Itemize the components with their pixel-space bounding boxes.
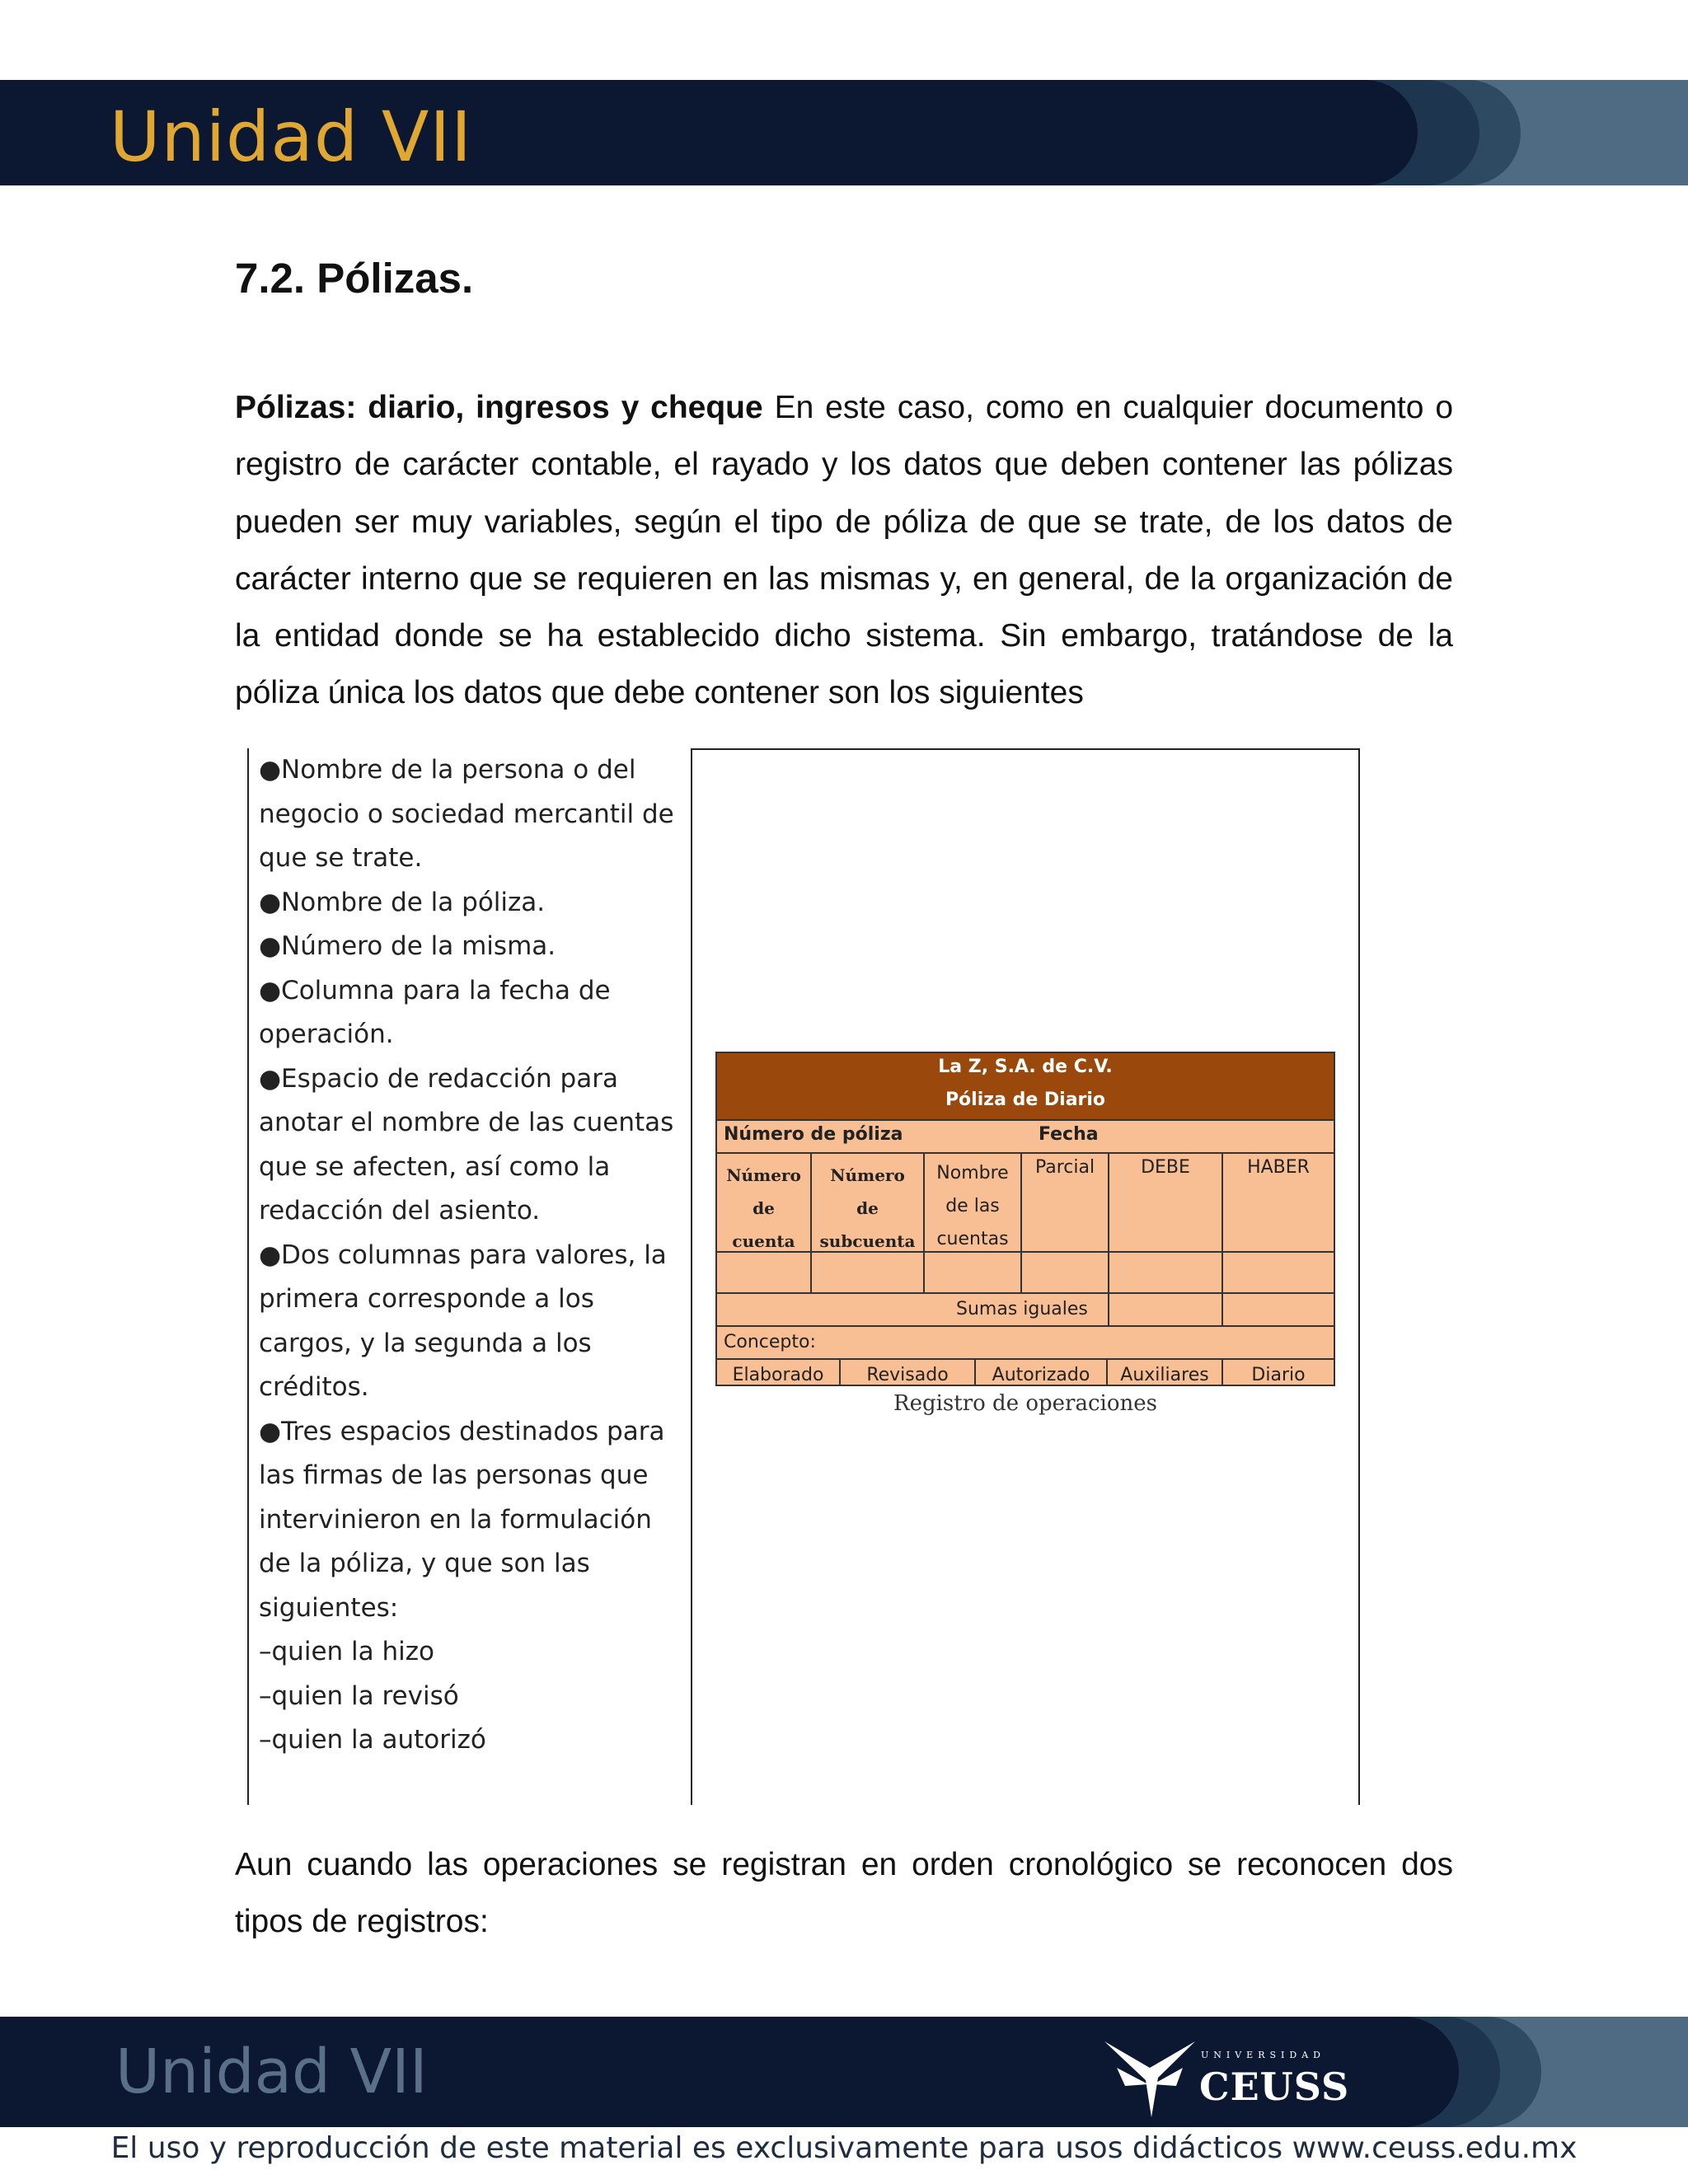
- form-col-text: Número: [726, 1165, 801, 1185]
- form-concept-label: Concepto:: [724, 1332, 816, 1352]
- requirements-list-line: redacción del asiento.: [259, 1196, 541, 1226]
- footer-disclaimer: El uso y reproducción de este material es exclusivamente para usos didácticos www.ceuss.edu.mx: [110, 2131, 1578, 2165]
- form-name: Póliza de Diario: [945, 1090, 1106, 1110]
- requirements-list-line: las firmas de las personas que: [259, 1460, 649, 1490]
- requirements-list-line: ●Nombre de la persona o del: [259, 755, 636, 785]
- form-company: La Z, S.A. de C.V.: [938, 1057, 1113, 1077]
- header-banner: [0, 80, 1688, 185]
- form-col-account-names: [925, 1157, 1020, 1256]
- intro-bold-lead: Pólizas: diario, ingresos y cheque: [235, 390, 763, 425]
- requirements-list-line: cargos, y la segunda a los: [259, 1328, 592, 1358]
- form-col-text: subcuenta: [819, 1231, 916, 1251]
- form-rule: [717, 1119, 1334, 1121]
- intro-paragraph: [235, 379, 1453, 722]
- form-col-text: de las: [945, 1196, 1000, 1216]
- form-rule: [717, 1358, 1334, 1360]
- requirements-list: [259, 748, 686, 1763]
- form-sign-journal: Diario: [1251, 1365, 1306, 1385]
- form-sign-reviewed: Revisado: [866, 1365, 949, 1385]
- requirements-list-line: primera corresponde a los: [259, 1284, 594, 1314]
- ceuss-logo: [1100, 2035, 1350, 2121]
- form-col-subaccount-number: [812, 1159, 923, 1258]
- requirements-list-line: ●Dos columnas para valores, la: [259, 1240, 667, 1270]
- requirements-list-line: negocio o sociedad mercantil de: [259, 799, 674, 829]
- form-header: [717, 1053, 1334, 1119]
- requirements-list-line: de la póliza, y que son las: [259, 1549, 590, 1578]
- footer-unit-title: Unidad VII: [115, 2036, 428, 2107]
- form-col-text: Nombre: [936, 1163, 1009, 1183]
- requirements-list-line: siguientes:: [259, 1592, 399, 1623]
- logo-big-text: CEUSS: [1199, 2064, 1350, 2109]
- requirements-list-line: que se trate.: [259, 843, 423, 873]
- form-policy-number-label: Número de póliza: [724, 1124, 903, 1145]
- footer-banner: [0, 2017, 1688, 2127]
- form-totals-label: Sumas iguales: [956, 1299, 1088, 1319]
- form-col-haber: HABER: [1247, 1157, 1310, 1178]
- form-date-label: Fecha: [1039, 1124, 1099, 1145]
- requirements-list-line: –quien la hizo: [259, 1637, 434, 1666]
- requirements-list-line: ●Número de la misma.: [259, 931, 556, 961]
- requirements-list-line: anotar el nombre de las cuentas: [259, 1108, 674, 1137]
- form-rule: [1221, 1152, 1223, 1325]
- logo-small-text: UNIVERSIDAD: [1201, 2050, 1325, 2060]
- requirements-list-line: créditos.: [259, 1372, 369, 1402]
- header-unit-title: Unidad VII: [110, 96, 472, 177]
- form-sign-auxiliary: Auxiliares: [1120, 1365, 1209, 1385]
- figure-border-right: [1358, 748, 1360, 1805]
- figure-border-left: [247, 748, 249, 1805]
- eagle-icon: [1100, 2035, 1199, 2121]
- requirements-list-line: que se afecten, así como la: [259, 1151, 611, 1182]
- form-sign-prepared: Elaborado: [732, 1365, 824, 1385]
- form-rule: [1108, 1152, 1109, 1325]
- form-col-text: cuenta: [732, 1231, 795, 1251]
- figure-border-middle: [691, 748, 692, 1805]
- form-caption: Registro de operaciones: [893, 1391, 1157, 1416]
- requirements-list-line: ●Tres espacios destinados para: [259, 1416, 665, 1446]
- closing-paragraph: Aun cuando las operaciones se registran en orden cronológico se reconocen dos tipos de registros:: [235, 1847, 1453, 1940]
- form-col-account-number: [717, 1159, 810, 1258]
- requirements-list-line: ●Espacio de redacción para: [259, 1063, 618, 1094]
- requirements-list-line: –quien la revisó: [259, 1680, 459, 1711]
- requirements-list-line: ●Nombre de la póliza.: [259, 887, 546, 917]
- form-sign-authorized: Autorizado: [992, 1365, 1090, 1385]
- form-col-text: Número: [830, 1165, 905, 1185]
- poliza-form: [715, 1052, 1335, 1386]
- requirements-list-line: –quien la autorizó: [259, 1725, 486, 1755]
- form-col-partial: Parcial: [1034, 1157, 1095, 1178]
- requirements-list-line: intervinieron en la formulación: [259, 1504, 652, 1535]
- requirements-list-line: ●Columna para la fecha de: [259, 975, 611, 1005]
- section-title: 7.2. Pólizas.: [235, 255, 474, 302]
- form-col-text: de: [856, 1198, 879, 1218]
- form-rule: [717, 1292, 1334, 1294]
- figure-border-top: [691, 748, 1360, 750]
- requirements-list-line: operación.: [259, 1019, 394, 1049]
- poliza-figure: [247, 748, 1360, 1805]
- form-rule: [717, 1325, 1334, 1327]
- form-col-debe: DEBE: [1141, 1157, 1190, 1178]
- form-col-text: de: [753, 1198, 775, 1218]
- intro-text: En este caso, como en cualquier documento o registro de carácter contable, el rayado y los datos que deben contener las pólizas pueden ser muy variables, según el tipo de póliza de que se trate, de los datos de carácter interno que se requieren en las mismas y, en general, de la organización de la entidad donde se ha establecido dicho sistema. Sin embargo, tratándose de la póliza única los datos que debe contener son los siguientes: [235, 390, 1454, 711]
- form-col-text: cuentas: [936, 1229, 1009, 1249]
